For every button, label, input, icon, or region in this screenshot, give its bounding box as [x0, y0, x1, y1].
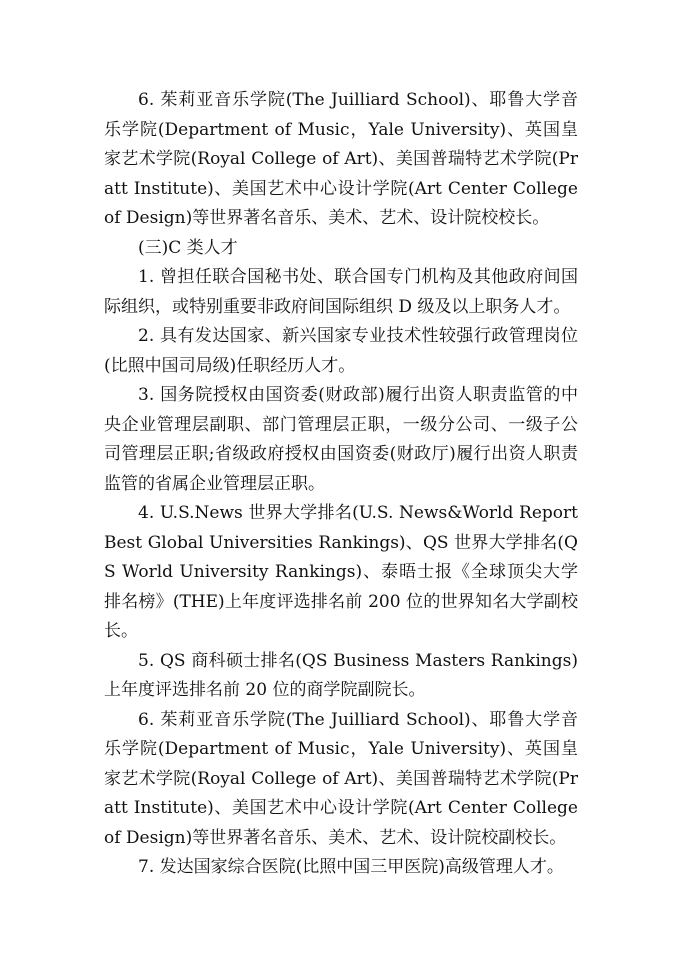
paragraph-a6-principals: 6. 茱莉亚音乐学院(The Juilliard School)、耶鲁大学音乐学院(Department of Music，Yale University)、英国皇家艺术学院(Royal College of Art)、美国普瑞特艺术学院(Pratt Institute)、美国艺术中心设计学院(Art Center College of Design)等世界著名音乐、美术、艺术、设计院校校长。: [104, 90, 578, 228]
paragraph-c3-enterprise-management: 3. 国务院授权由国资委(财政部)履行出资人职责监管的中央企业管理层副职、部门管理层正职，一级分公司、一级子公司管理层正职;省级政府授权由国资委(财政厅)履行出资人职责监管的省属企业管理层正职。: [104, 385, 578, 494]
document-body: [104, 86, 578, 883]
paragraph-c2-administration: 2. 具有发达国家、新兴国家专业技术性较强行政管理岗位(比照中国司局级)任职经历人才。: [104, 326, 578, 376]
paragraph-c6-vice-principals: 6. 茱莉亚音乐学院(The Juilliard School)、耶鲁大学音乐学院(Department of Music，Yale University)、英国皇家艺术学院(Royal College of Art)、美国普瑞特艺术学院(Pratt Institute)、美国艺术中心设计学院(Art Center College of Design)等世界著名音乐、美术、艺术、设计院校副校长。: [104, 709, 578, 848]
paragraph-c4-university-vice-president: 4. U.S.News 世界大学排名(U.S. News&World Report Best Global Universities Rankings)、QS 世界大学排名(QS World University Rankings)、泰晤士报《全球顶尖大学排名榜》(THE)上年度评选排名前 200 位的世界知名大学副校长。: [104, 503, 578, 641]
paragraph-c7-hospital-management: 7. 发达国家综合医院(比照中国三甲医院)高级管理人才。: [138, 857, 564, 877]
paragraph-c1-international-org: 1. 曾担任联合国秘书处、联合国专门机构及其他政府间国际组织，或特别重要非政府间国际组织 D 级及以上职务人才。: [104, 267, 578, 317]
section-heading-c-talent: (三)C 类人才: [138, 237, 238, 258]
paragraph-c5-business-school: 5. QS 商科硕士排名(QS Business Masters Rankings)上年度评选排名前 20 位的商学院副院长。: [104, 650, 578, 700]
